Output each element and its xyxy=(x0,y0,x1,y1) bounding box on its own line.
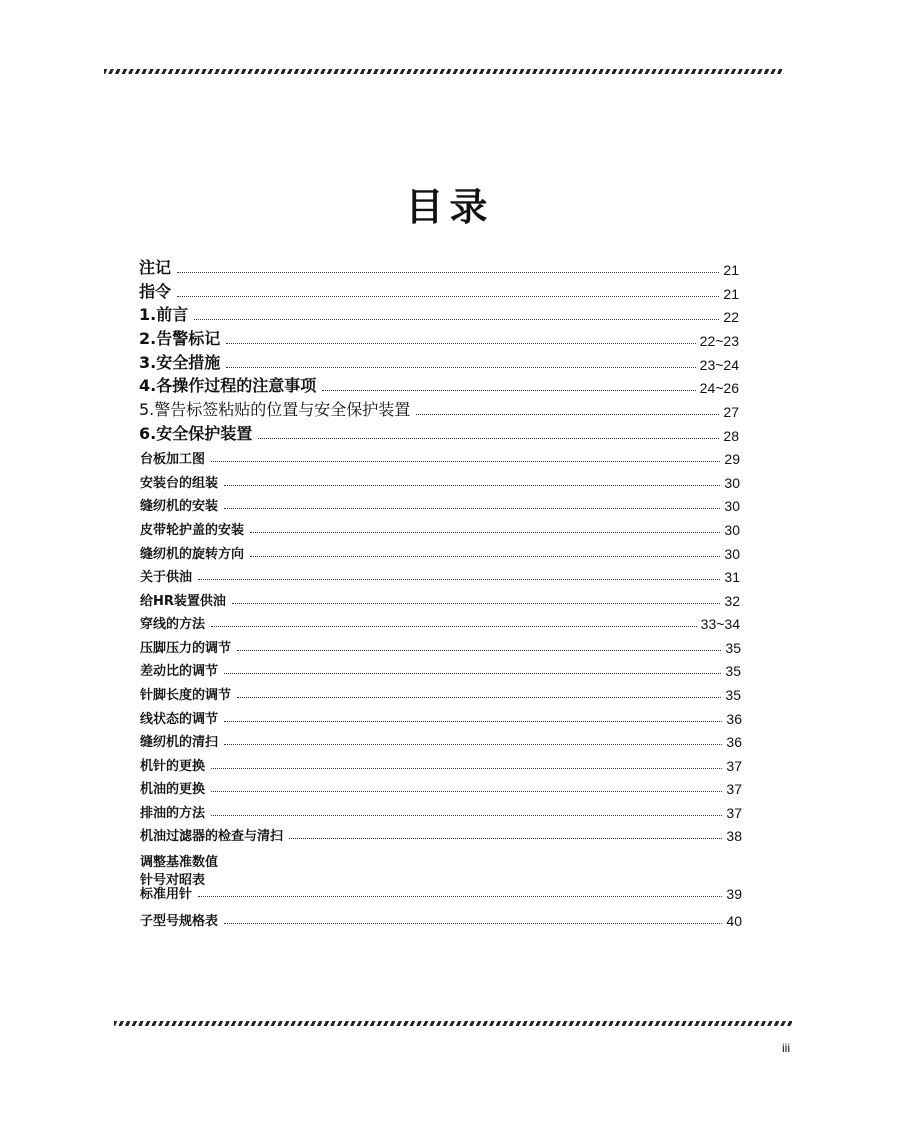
dot-leader xyxy=(416,413,719,415)
toc-entry-page: 27 xyxy=(723,404,739,420)
dot-leader xyxy=(224,672,721,674)
dot-leader xyxy=(211,625,697,627)
toc-entry[interactable] xyxy=(139,398,739,420)
dot-leader xyxy=(211,814,722,816)
dot-leader xyxy=(289,837,722,839)
toc-entry-label: 缝纫机的安装 xyxy=(140,499,219,514)
toc-entry-page: 30 xyxy=(724,498,740,514)
toc-entry[interactable] xyxy=(140,775,742,797)
toc-entry-label: 3.安全措施 xyxy=(139,353,221,372)
toc-entry[interactable] xyxy=(140,799,742,821)
toc-entry-label: 针脚长度的调节 xyxy=(140,688,232,703)
dot-leader xyxy=(237,696,721,698)
toc-entry[interactable] xyxy=(139,256,739,278)
page-title: 目录 xyxy=(405,185,494,229)
toc-entry-page: 37 xyxy=(726,781,742,797)
toc-entry[interactable] xyxy=(140,563,740,585)
toc-entry-label: 压脚压力的调节 xyxy=(140,641,232,656)
dot-leader xyxy=(224,720,722,722)
toc-entry[interactable] xyxy=(139,280,739,302)
dot-leader xyxy=(224,922,722,924)
toc-entry-page: 21 xyxy=(723,286,739,302)
toc-entry-page: 35 xyxy=(725,663,741,679)
toc-entry-label: 缝纫机的旋转方向 xyxy=(140,547,245,562)
toc-entry[interactable] xyxy=(140,634,741,656)
toc-entry-label: 针号对昭表 xyxy=(140,873,206,888)
toc-entry-page: 31 xyxy=(724,569,740,585)
dot-leader xyxy=(224,484,720,486)
toc-entry-label: 调整基准数值 xyxy=(140,855,219,870)
dot-leader xyxy=(211,460,720,462)
dot-leader xyxy=(250,555,720,557)
toc-entry-page: 32 xyxy=(724,593,740,609)
toc-entry[interactable] xyxy=(140,587,740,609)
dot-leader xyxy=(198,578,720,580)
toc-entry-label: 排油的方法 xyxy=(140,806,206,821)
toc-entry[interactable] xyxy=(140,705,742,727)
toc-entry-page: 24~26 xyxy=(699,380,739,396)
toc-entry-label: 注记 xyxy=(139,258,172,277)
toc-entry[interactable] xyxy=(139,327,739,349)
toc-entry[interactable] xyxy=(140,492,740,514)
toc-entry-page: 22~23 xyxy=(699,333,739,349)
toc-entry-label: 指令 xyxy=(139,282,172,301)
toc-entry[interactable] xyxy=(140,681,741,703)
toc-entry-label: 2.告警标记 xyxy=(139,329,221,348)
toc-entry-page: 30 xyxy=(724,522,740,538)
toc-entry-label: 穿线的方法 xyxy=(140,617,206,632)
toc-entry[interactable] xyxy=(139,303,739,325)
toc-entry-label: 关于供油 xyxy=(140,570,193,585)
dot-leader xyxy=(322,389,695,391)
toc-entry-label: 子型号规格表 xyxy=(140,914,219,929)
toc-entry-page: 30 xyxy=(724,546,740,562)
toc-entry-label: 缝纫机的清扫 xyxy=(140,735,219,750)
toc-entry-page: 39 xyxy=(726,886,742,902)
toc-entry-page: 36 xyxy=(726,711,742,727)
toc-entry-label: 皮带轮护盖的安装 xyxy=(140,523,245,538)
toc-entry[interactable] xyxy=(139,351,739,373)
toc-entry[interactable] xyxy=(140,445,740,467)
toc-entry-label: 4.各操作过程的注意事项 xyxy=(139,376,317,395)
toc-entry[interactable] xyxy=(140,907,742,929)
toc-entry[interactable] xyxy=(140,657,741,679)
toc-entry-label: 机油的更换 xyxy=(140,782,206,797)
toc-entry-page: 35 xyxy=(725,640,741,656)
dot-leader xyxy=(232,602,721,604)
toc-entry-page: 37 xyxy=(726,805,742,821)
toc-entry[interactable] xyxy=(140,516,740,538)
toc-entry-label: 5.警告标签粘贴的位置与安全保护装置 xyxy=(139,400,411,419)
toc-entry-label: 给HR装置供油 xyxy=(140,594,226,609)
toc-entry-page: 35 xyxy=(725,687,741,703)
toc-entry-page: 28 xyxy=(723,428,739,444)
toc-entry-label: 线状态的调节 xyxy=(140,712,219,727)
dot-leader xyxy=(177,295,719,297)
toc-entry-label: 标准用针 xyxy=(140,887,193,902)
toc-entry-page: 30 xyxy=(724,475,740,491)
toc-entry-page: 40 xyxy=(726,913,742,929)
dot-leader xyxy=(177,271,719,273)
toc-entry[interactable] xyxy=(140,822,742,844)
dot-leader xyxy=(211,767,722,769)
toc-entry[interactable] xyxy=(140,752,742,774)
toc-entry-page: 36 xyxy=(726,734,742,750)
dot-leader xyxy=(258,437,719,439)
bottom-decorative-rule xyxy=(114,1021,792,1026)
toc-entry-page: 38 xyxy=(726,828,742,844)
toc-entry[interactable] xyxy=(139,374,739,396)
dot-leader xyxy=(194,318,719,320)
toc-entry-page: 37 xyxy=(726,758,742,774)
toc-entry-page: 23~24 xyxy=(699,357,739,373)
toc-entry-label: 差动比的调节 xyxy=(140,664,219,679)
toc-entry-label: 6.安全保护装置 xyxy=(139,424,253,443)
dot-leader xyxy=(226,342,695,344)
toc-entry-label: 台板加工图 xyxy=(140,452,206,467)
dot-leader xyxy=(250,531,720,533)
dot-leader xyxy=(211,790,722,792)
toc-entry[interactable] xyxy=(140,469,740,491)
toc-entry-label: 1.前言 xyxy=(139,305,189,324)
page-number: iii xyxy=(782,1041,790,1055)
toc-entry-page: 29 xyxy=(724,451,740,467)
toc-entry[interactable] xyxy=(139,422,739,444)
dot-leader xyxy=(237,649,721,651)
toc-entry-label: 机针的更换 xyxy=(140,759,206,774)
dot-leader xyxy=(224,743,722,745)
dot-leader xyxy=(198,895,722,897)
toc-entry-page: 33~34 xyxy=(700,616,740,632)
toc-entry-label: 安装台的组装 xyxy=(140,476,219,491)
toc-entry[interactable] xyxy=(140,728,742,750)
toc-entry[interactable] xyxy=(140,610,740,632)
toc-entry-page: 22 xyxy=(723,309,739,325)
dot-leader xyxy=(226,366,695,368)
toc-entry-label: 机油过滤器的检查与清扫 xyxy=(140,829,284,844)
toc-entry[interactable] xyxy=(140,880,742,902)
toc-entry-page: 21 xyxy=(723,262,739,278)
dot-leader xyxy=(224,507,720,509)
toc-entry[interactable] xyxy=(140,540,740,562)
